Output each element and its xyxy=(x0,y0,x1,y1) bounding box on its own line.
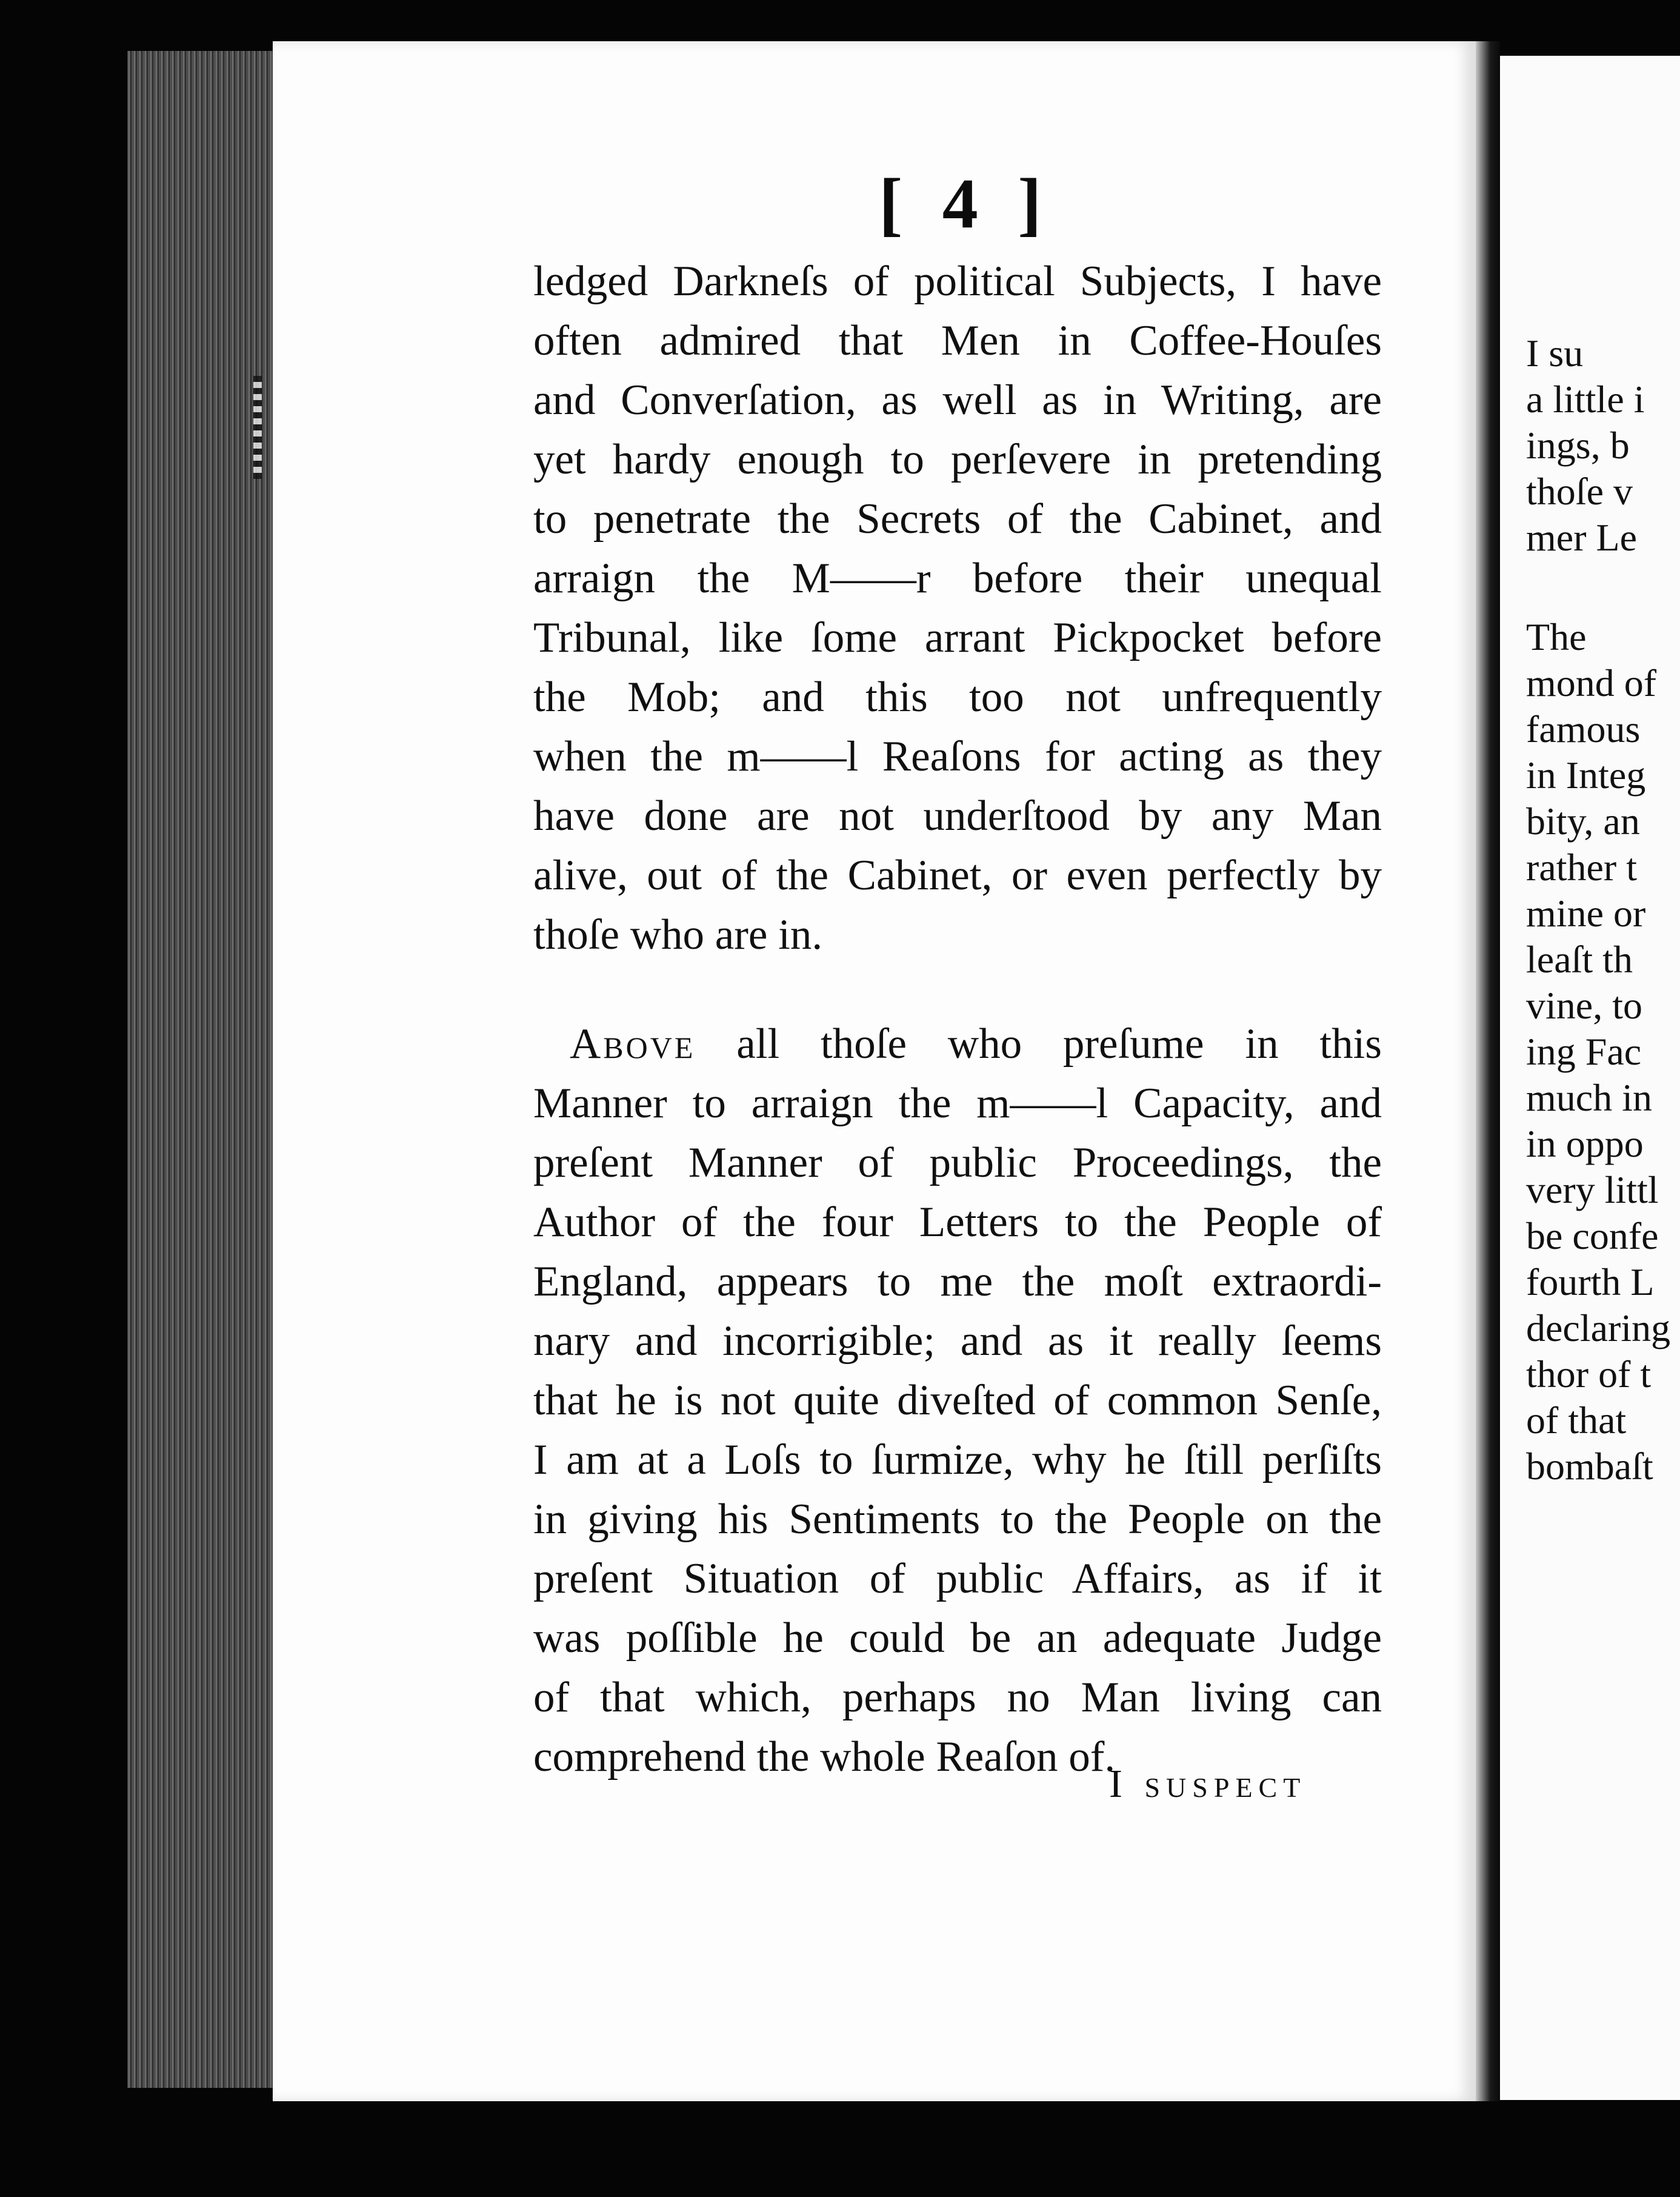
catchword: I suspect xyxy=(1109,1762,1307,1806)
facing-line: bity, an xyxy=(1526,800,1640,843)
text-line: I am at a Loſs to ſurmize, why he ſtill perſiſts xyxy=(533,1436,1382,1483)
text-line: ledged Darkneſs of political Subjects, I have xyxy=(533,258,1382,305)
facing-line: very littl xyxy=(1526,1168,1659,1211)
facing-line: in Integ xyxy=(1526,754,1646,797)
facing-line: be confe xyxy=(1526,1214,1659,1257)
facing-line: fourth L xyxy=(1526,1260,1655,1303)
book-gutter xyxy=(1476,41,1500,2101)
text-line: preſent Situation of public Affairs, as if it xyxy=(533,1555,1382,1602)
edge-mark xyxy=(253,376,262,479)
paragraph-gap xyxy=(533,965,1382,1014)
text-line: nary and incorrigible; and as it really ſeems xyxy=(533,1317,1382,1365)
facing-line: much in xyxy=(1526,1076,1652,1119)
facing-line: a little i xyxy=(1526,378,1645,421)
facing-line: bombaſt xyxy=(1526,1445,1653,1488)
facing-gap xyxy=(1526,561,1670,614)
page-number: [ 4 ] xyxy=(879,164,1053,243)
facing-line: I su xyxy=(1526,332,1584,375)
facing-line: of that xyxy=(1526,1399,1627,1442)
facing-line: rather t xyxy=(1526,846,1637,889)
text-line: when the m——l Reaſons for acting as they xyxy=(533,733,1382,780)
text-line: Tribunal, like ſome arrant Pickpocket before xyxy=(533,614,1382,661)
text-line: often admired that Men in Coffee-Houſes xyxy=(533,317,1382,364)
facing-line: ings, b xyxy=(1526,424,1630,467)
text-line: alive, out of the Cabinet, or even perfectly by xyxy=(533,852,1382,899)
text-line: to penetrate the Secrets of the Cabinet, and xyxy=(533,495,1382,543)
facing-line: leaſt th xyxy=(1526,938,1633,981)
page-body xyxy=(533,252,1382,1787)
facing-line: famous xyxy=(1526,707,1641,751)
facing-line: The xyxy=(1526,615,1587,658)
text-line-lead xyxy=(533,1014,1382,1074)
facing-line: declaring xyxy=(1526,1306,1671,1349)
text-line: comprehend the whole Reaſon of. xyxy=(533,1733,1116,1781)
text-line-rest: all thoſe who preſume in this xyxy=(695,1020,1382,1068)
book-page-edges xyxy=(127,51,279,2088)
text-line: the Mob; and this too not unfrequently xyxy=(533,674,1382,721)
text-line: arraign the M——r before their unequal xyxy=(533,555,1382,602)
facing-line: ing Fac xyxy=(1526,1030,1642,1073)
text-line: that he is not quite diveſted of common Senſe, xyxy=(533,1377,1382,1424)
text-line: in giving his Sentiments to the People on the xyxy=(533,1496,1382,1543)
paragraph-1 xyxy=(533,252,1382,965)
facing-line: mer Le xyxy=(1526,516,1637,559)
text-line: have done are not underſtood by any Man xyxy=(533,792,1382,840)
text-line: Manner to arraign the m——l Capacity, and xyxy=(533,1080,1382,1127)
facing-line: vine, to xyxy=(1526,984,1642,1027)
facing-line: mond of xyxy=(1526,661,1657,704)
text-line: and Converſation, as well as in Writing, are xyxy=(533,376,1382,424)
text-line: yet hardy enough to perſevere in pretending xyxy=(533,436,1382,483)
text-line: thoſe who are in. xyxy=(533,911,823,958)
facing-line: in oppo xyxy=(1526,1122,1644,1165)
lead-word: Above xyxy=(570,1020,696,1068)
facing-line: thoſe v xyxy=(1526,470,1633,513)
text-line: England, appears to me the moſt extraordi- xyxy=(533,1258,1382,1305)
facing-line: thor of t xyxy=(1526,1353,1652,1396)
facing-line: mine or xyxy=(1526,892,1646,935)
text-line: was poſſible he could be an adequate Judge xyxy=(533,1614,1382,1662)
text-line: preſent Manner of public Proceedings, the xyxy=(533,1139,1382,1186)
text-line: of that which, perhaps no Man living can xyxy=(533,1674,1382,1721)
text-line: Author of the four Letters to the People of xyxy=(533,1199,1382,1246)
paragraph-2 xyxy=(533,1014,1382,1787)
facing-page-text xyxy=(1526,330,1670,1490)
